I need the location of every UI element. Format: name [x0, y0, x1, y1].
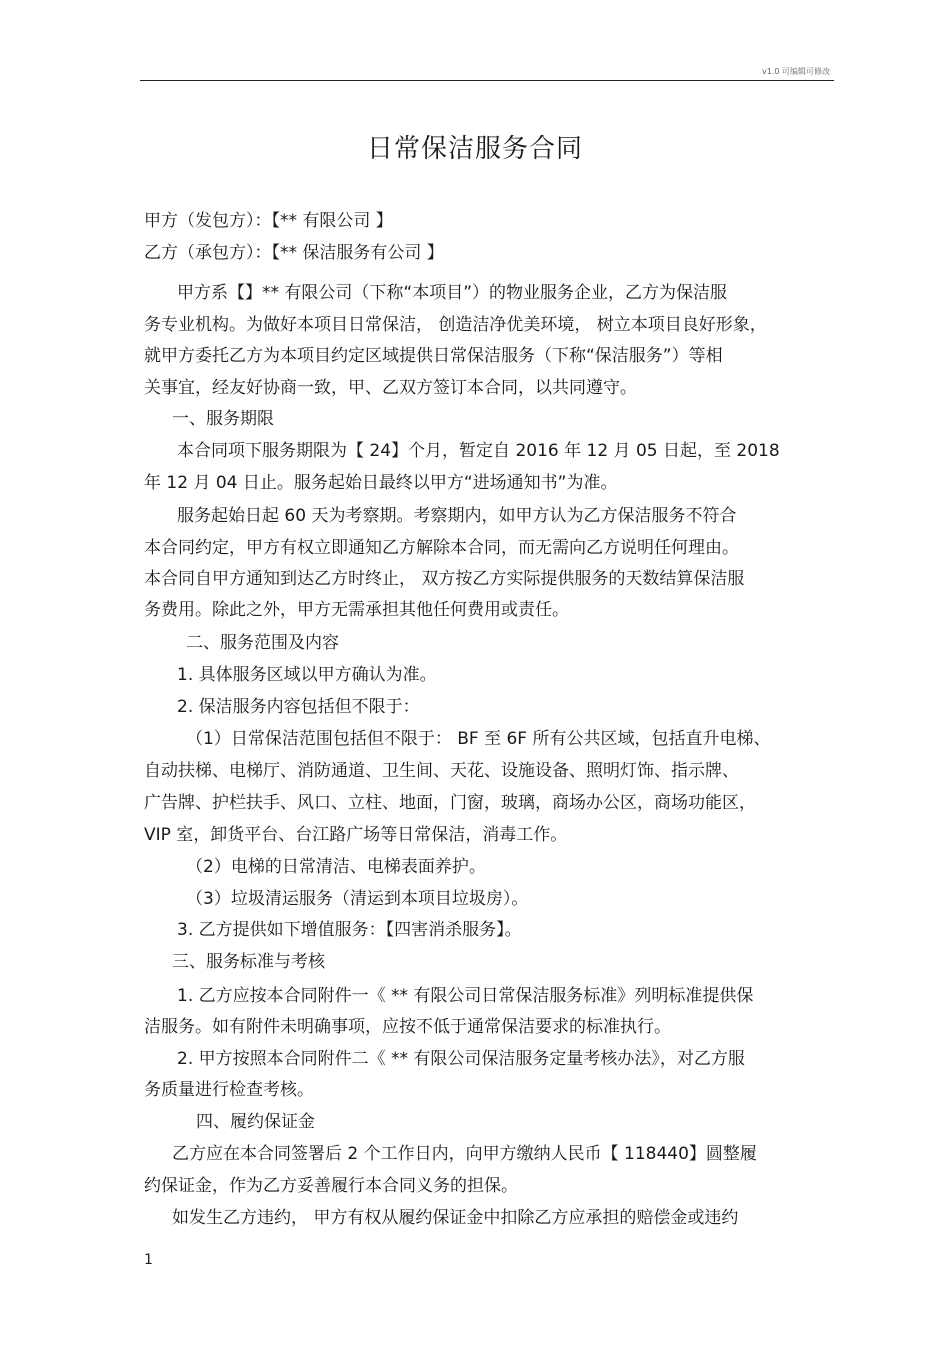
list-item: （3）垃圾清运服务（清运到本项目垃圾房）。: [186, 889, 529, 909]
paragraph-line: 服务起始日起 60 天为考察期。考察期内，如甲方认为乙方保洁服务不符合: [177, 506, 737, 526]
header-rule: [140, 80, 834, 81]
paragraph-line: VIP 室，卸货平台、台江路广场等日常保洁，消毒工作。: [144, 825, 568, 845]
list-item: （1）日常保洁范围包括但不限于： BF 至 6F 所有公共区域，包括直升电梯、: [186, 729, 771, 749]
paragraph-line: 务专业机构。为做好本项目日常保洁， 创造洁净优美环境， 树立本项目良好形象，: [144, 315, 767, 335]
section-heading: 二、服务范围及内容: [186, 633, 339, 653]
section-heading: 三、服务标准与考核: [172, 952, 325, 972]
paragraph-line: 本合同项下服务期限为【 24】个月，暂定自 2016 年 12 月 05 日起，至 2018: [177, 441, 780, 461]
section-heading: 一、服务期限: [172, 409, 274, 429]
document-title: 日常保洁服务合同: [366, 134, 583, 164]
list-item: 1. 具体服务区域以甲方确认为准。: [177, 665, 437, 685]
list-item: （2）电梯的日常清洁、电梯表面养护。: [186, 857, 486, 877]
paragraph-line: 务质量进行检查考核。: [144, 1080, 314, 1100]
paragraph-line: 关事宜，经友好协商一致，甲、乙双方签订本合同，以共同遵守。: [144, 378, 637, 398]
list-item: 2. 保洁服务内容包括但不限于：: [177, 697, 420, 717]
paragraph-line: 自动扶梯、电梯厅、消防通道、卫生间、天花、设施设备、照明灯饰、指示牌、: [144, 761, 739, 781]
paragraph-line: 年 12 月 04 日止。服务起始日最终以甲方“进场通知书”为准。: [144, 473, 618, 493]
section-heading: 四、履约保证金: [196, 1112, 315, 1132]
paragraph-line: 洁服务。如有附件未明确事项，应按不低于通常保洁要求的标准执行。: [144, 1017, 671, 1037]
paragraph-line: 广告牌、护栏扶手、风口、立柱、地面，门窗，玻璃，商场办公区，商场功能区，: [144, 793, 756, 813]
paragraph-line: 就甲方委托乙方为本项目约定区域提供日常保洁服务（下称“保洁服务”）等相: [144, 346, 723, 366]
party-a-line: 甲方（发包方）：【** 有限公司 】: [144, 211, 393, 231]
list-item: 3. 乙方提供如下增值服务：【四害消杀服务】。: [177, 920, 522, 940]
list-item: 2. 甲方按照本合同附件二《 ** 有限公司保洁服务定量考核办法》，对乙方服: [177, 1049, 745, 1069]
list-item: 1. 乙方应按本合同附件一《 ** 有限公司日常保洁服务标准》列明标准提供保: [177, 986, 754, 1006]
paragraph-line: 本合同自甲方通知到达乙方时终止， 双方按乙方实际提供服务的天数结算保洁服: [144, 569, 745, 589]
header-version-note: v1.0 可编辑可修改: [762, 67, 830, 76]
paragraph-line: 本合同约定，甲方有权立即通知乙方解除本合同，而无需向乙方说明任何理由。: [144, 538, 739, 558]
paragraph-line: 如发生乙方违约， 甲方有权从履约保证金中扣除乙方应承担的赔偿金或违约: [172, 1208, 739, 1228]
paragraph-line: 务费用。除此之外，甲方无需承担其他任何费用或责任。: [144, 600, 569, 620]
paragraph-line: 约保证金，作为乙方妥善履行本合同义务的担保。: [144, 1176, 518, 1196]
paragraph-line: 乙方应在本合同签署后 2 个工作日内，向甲方缴纳人民币【 118440】圆整履: [172, 1144, 757, 1164]
paragraph-line: 甲方系【】** 有限公司（下称“本项目”）的物业服务企业，乙方为保洁服: [177, 283, 728, 303]
party-b-line: 乙方（承包方）：【** 保洁服务有公司 】: [144, 243, 444, 263]
page-number: 1: [144, 1252, 153, 1268]
